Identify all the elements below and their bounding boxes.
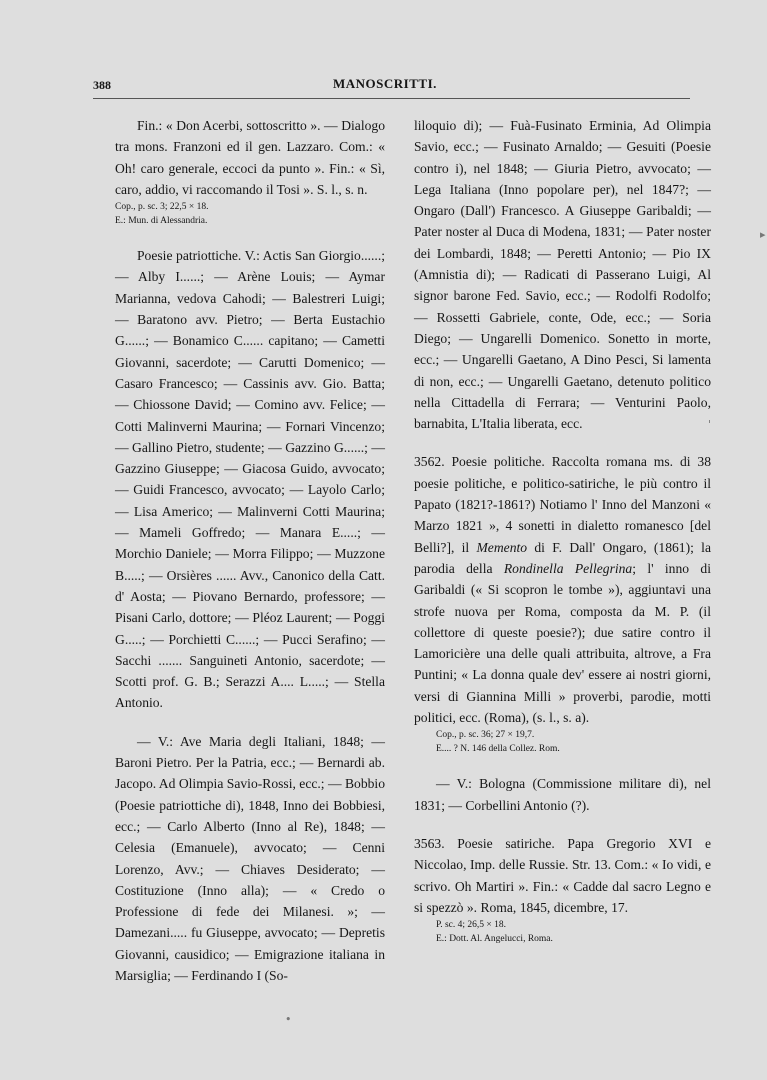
- running-head: MANOSCRITTI.: [333, 76, 437, 91]
- page-number: 388: [93, 78, 111, 92]
- margin-mark-icon: ▸: [760, 228, 766, 241]
- entry-3563-owner-info: E.: Dott. Al. Angelucci, Roma.: [436, 934, 553, 945]
- entry-continuation-text: Fin.: « Don Acerbi, sottoscritto ». — Dialogo tra mons. Franzoni ed il gen. Lazzaro. Com.: « Oh! caro generale, eccoci da punto ». Fin.: « Sì, caro, addio, vi raccomando il Tosi ». S. l., s. n.: [115, 118, 385, 197]
- margin-tick-mark: ': [708, 418, 712, 431]
- patriotic-poems-paragraph: Poesie patriottiche. V.: Actis San Giorgio......; — Alby I......; — Arène Louis; — Aymar Marianna, vedova Cahodi; — Balestreri Luigi; — Baratono avv. Pietro; — Berta Eustachio G......; — Bonamico C...... capitano; — Cametti Giovanni, sacerdote; — Carutti Domenico; — Casaro Francesco; — Cassinis avv. Gio. Batta; — Chiossone David; — Comino avv. Felice; — Cotti Malinverni Maurina; — Fornari Vincenzo; — Gallino Pietro, studente; — Gazzino G......; — Gazzino Giuseppe; — Giacosa Guido, avvocato; — Guidi Francesco, avvocato; — Layolo Carlo; — Lisa Americo; — Malinverni Cotti Maurina; — Mameli Goffredo; — Manara E.....; — Morchio Daniele; — Morra Filippo; — Muzzone B.....; — Orsières ...... Avv., Canonico della Catt. d' Aosta; — Piovano Bernardo, professore; — Pisani Carlo, dottore; — Pléoz Laurent; — Poggi G.....; — Porchietti C......; — Pucci Serafino; — Sacchi ....... Sanguineti Antonio, sacerdote; — Scotti prof. G. B.; Serazzi A.... L.....; — Stella Antonio.: [115, 248, 385, 711]
- bologna-paragraph: — V.: Bologna (Commissione militare di), nel 1831; — Corbellini Antonio (?).: [414, 776, 711, 813]
- entry-3562-text-a: 3562. Poesie politiche. Raccolta romana ms. di 38 poesie politiche, e politico-satiriche, le più contro il Papato (1821?-1861?) Notiamo l' Inno del Manzoni « Marzo 1821 », 4 sonetti in dialetto romanesco [del Belli?], il: [414, 454, 711, 555]
- entry-3562: [414, 451, 711, 728]
- header-rule: [93, 98, 690, 99]
- entry-3562-owner-info: E.... ? N. 146 della Collez. Rom.: [436, 744, 560, 755]
- entry-3562-memento: Memento: [476, 539, 528, 555]
- entry-3562-text-c: ; l' inno di Garibaldi (« Si scopron le tombe »), aggiuntavi una strofe nuova per Roma, composta da M. P. (il collettore di queste poesie?); due satire contro il Lamoricière una delle quali attribuita, altrove, a Fra Puntini; « La donna quale dev' essere ai nostri giorni, versi di Giannina Milli » proverbi, parodie, motti politici, ecc. (Roma), (s. l., s. a).: [414, 560, 711, 726]
- page-header: [93, 74, 688, 96]
- right-column: [414, 115, 711, 946]
- left-column: [115, 115, 385, 986]
- entry-owner-info: E.: Mun. di Alessandria.: [115, 216, 208, 227]
- entry-3562-copy-info: Cop., p. sc. 36; 27 × 19,7.: [436, 730, 535, 741]
- bottom-dot-mark: •: [285, 1013, 292, 1026]
- entry-3563-copy-info: P. sc. 4; 26,5 × 18.: [436, 920, 507, 931]
- entry-3563: 3563. Poesie satiriche. Papa Gregorio XVI e Niccolao, Imp. delle Russie. Str. 13. Com.: « Io vidi, e scrivo. Oh Martiri ». Fin.: « Cadde dal sacro Legno e si spezzò ». Roma, 1845, dicembre, 17.: [414, 835, 711, 915]
- entry-3562-rondinella: Rondinella Pellegrina: [503, 560, 633, 576]
- entry-3562-text-b: di F. Dall' Ongaro, (1861); la parodia della: [414, 539, 711, 576]
- soliloquy-continuation-paragraph: liloquio di); — Fuà-Fusinato Erminia, Ad Olimpia Savio, ecc.; — Fusinato Arnaldo; — Gesuiti (Poesie contro i), nel 1848; — Giuria Pietro, avvocato; — Lega Italiana (Inno popolare per), nel 1847?; — Ongaro (Dall') Francesco. A Giuseppe Garibaldi; — Pater noster al Duca di Modena, 1831; — Pater noster dei Lombardi, 1848; — Peretti Antonio; — Pio IX (Amnistia di); — Radicati di Passerano Luigi, Al signor barone Fed. Savio, ecc.; — Rodolfi Rodolfo; — Rossetti Gabriele, conte, Ode, ecc.; — Soria Diego; — Ungarelli Domenico. Sonetto in morte, ecc.; — Ungarelli Gaetano, A Dino Pesci, Si lamenta di non, ecc.; — Ungarelli Gaetano, detenuto politico nella Cittadella di Ferrara; — Venturini Paolo, barnabita, L'Italia liberata, ecc.: [414, 118, 711, 432]
- patriotic-poems-list-paragraph: — V.: Ave Maria degli Italiani, 1848; — Baroni Pietro. Per la Patria, ecc.; — Bernardi ab. Jacopo. Ad Olimpia Savio-Rossi, ecc.; — Bobbio (Poesie patriottiche di), 1848, Inno dei Bobbiesi, ecc.; — Carlo Alberto (Inno al Re), 1848; — Celesia (Emanuele), avvocato; — Cenni Lorenzo, Avv.; — Chiaves Desiderato; — Costituzione (Inno alla); — « Credo o Professione di fede dei Milanesi. »; — Damezani..... fu Giuseppe, avvocato; — Depretis Giovanni, causidico; — Emigrazione italiana in Marsiglia; — Ferdinando I (So-: [115, 733, 385, 983]
- entry-copy-info: Cop., p. sc. 3; 22,5 × 18.: [115, 202, 209, 213]
